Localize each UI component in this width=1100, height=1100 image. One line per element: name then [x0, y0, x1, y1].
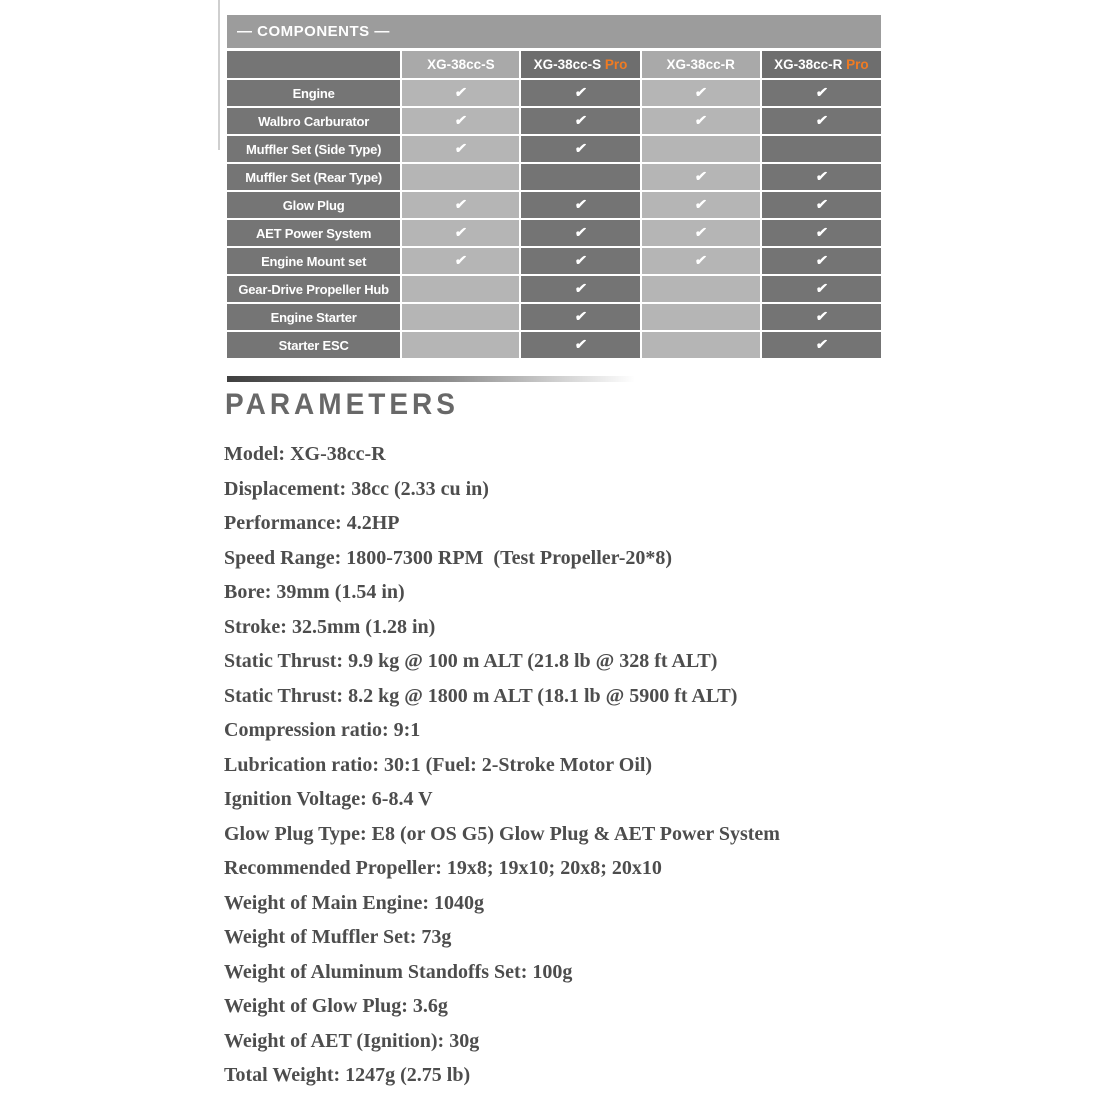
empty-cell	[402, 164, 519, 190]
check-cell	[762, 332, 881, 358]
components-title: — COMPONENTS —	[227, 15, 881, 48]
check-icon: ✔	[573, 308, 588, 324]
check-icon: ✔	[453, 252, 468, 268]
parameter-line: Displacement: 38cc (2.33 cu in)	[224, 477, 489, 500]
check-icon: ✔	[814, 196, 829, 212]
component-row	[227, 108, 881, 134]
check-cell	[642, 108, 760, 134]
check-cell	[762, 248, 881, 274]
empty-cell	[642, 276, 760, 302]
check-cell	[521, 136, 639, 162]
check-cell	[402, 192, 519, 218]
column-header-xg-38cc-s	[402, 51, 519, 78]
check-icon: ✔	[693, 252, 708, 268]
check-icon: ✔	[453, 224, 468, 240]
check-icon: ✔	[814, 252, 829, 268]
parameter-line: Model: XG-38cc-R	[224, 443, 386, 465]
model-name-label: XG-38cc-S	[533, 57, 602, 72]
component-row	[227, 276, 881, 302]
check-icon: ✔	[573, 336, 588, 352]
check-cell	[762, 304, 881, 330]
component-row	[227, 164, 881, 190]
empty-cell	[762, 136, 881, 162]
check-icon: ✔	[693, 196, 708, 212]
empty-cell	[402, 276, 519, 302]
components-corner-cell	[227, 51, 400, 78]
check-cell	[762, 108, 881, 134]
components-table	[225, 49, 883, 360]
check-cell	[402, 80, 519, 106]
component-label: Engine Mount set	[227, 248, 400, 274]
components-section	[227, 15, 881, 360]
check-icon: ✔	[693, 168, 708, 184]
component-label: Gear-Drive Propeller Hub	[227, 276, 400, 302]
check-cell	[521, 220, 639, 246]
component-row	[227, 220, 881, 246]
section-divider	[227, 376, 635, 382]
empty-cell	[642, 136, 760, 162]
check-icon: ✔	[693, 224, 708, 240]
component-row	[227, 136, 881, 162]
column-header-xg-38cc-r-pro	[762, 51, 881, 78]
check-icon: ✔	[453, 140, 468, 156]
model-name-label: XG-38cc-S	[427, 57, 495, 72]
parameter-line: Speed Range: 1800-7300 RPM (Test Propeller-20*8)	[224, 546, 673, 569]
check-cell	[402, 108, 519, 134]
pro-badge-label: Pro	[842, 57, 869, 72]
check-cell	[642, 220, 760, 246]
check-cell	[642, 192, 760, 218]
parameter-line: Weight of Glow Plug: 3.6g	[224, 995, 448, 1017]
column-header-xg-38cc-r	[642, 51, 760, 78]
check-cell	[402, 248, 519, 274]
parameter-line: Recommended Propeller: 19x8; 19x10; 20x8; 20x10	[224, 857, 662, 879]
empty-cell	[402, 332, 519, 358]
check-cell	[521, 248, 639, 274]
model-name-label: XG-38cc-R	[774, 57, 843, 72]
parameter-line: Total Weight: 1247g (2.75 lb)	[224, 1064, 471, 1086]
check-icon: ✔	[814, 84, 829, 100]
parameter-line: Static Thrust: 8.2 kg @ 1800 m ALT (18.1 lb @ 5900 ft ALT)	[224, 684, 738, 707]
check-cell	[521, 80, 639, 106]
check-cell	[521, 192, 639, 218]
parameter-line: Compression ratio: 9:1	[224, 719, 421, 741]
check-cell	[642, 248, 760, 274]
parameter-line: Weight of Muffler Set: 73g	[224, 926, 452, 948]
parameter-line: Stroke: 32.5mm (1.28 in)	[224, 615, 436, 638]
page-left-edge-line	[218, 0, 220, 150]
parameters-list	[224, 437, 780, 1093]
check-icon: ✔	[573, 252, 588, 268]
empty-cell	[642, 304, 760, 330]
check-cell	[402, 136, 519, 162]
check-icon: ✔	[814, 224, 829, 240]
empty-cell	[402, 304, 519, 330]
parameter-line: Lubrication ratio: 30:1 (Fuel: 2-Stroke Motor Oil)	[224, 753, 653, 776]
component-row	[227, 332, 881, 358]
components-header-row	[227, 51, 881, 78]
component-label: Walbro Carburator	[227, 108, 400, 134]
check-cell	[521, 332, 639, 358]
check-icon: ✔	[573, 224, 588, 240]
check-icon: ✔	[573, 140, 588, 156]
check-cell	[642, 164, 760, 190]
check-cell	[521, 108, 639, 134]
check-icon: ✔	[453, 112, 468, 128]
parameter-line: Bore: 39mm (1.54 in)	[224, 581, 405, 603]
component-label: Engine Starter	[227, 304, 400, 330]
empty-cell	[642, 332, 760, 358]
parameter-line: Performance: 4.2HP	[224, 512, 400, 534]
check-cell	[762, 192, 881, 218]
component-label: Muffler Set (Rear Type)	[227, 164, 400, 190]
check-icon: ✔	[573, 196, 588, 212]
parameter-line: Weight of Aluminum Standoffs Set: 100g	[224, 960, 573, 983]
check-cell	[642, 80, 760, 106]
check-icon: ✔	[814, 168, 829, 184]
check-icon: ✔	[814, 112, 829, 128]
check-icon: ✔	[814, 280, 829, 296]
component-label: AET Power System	[227, 220, 400, 246]
component-label: Engine	[227, 80, 400, 106]
check-icon: ✔	[453, 196, 468, 212]
component-row	[227, 304, 881, 330]
parameter-line: Glow Plug Type: E8 (or OS G5) Glow Plug & AET Power System	[224, 822, 780, 845]
check-cell	[762, 164, 881, 190]
check-cell	[762, 80, 881, 106]
component-row	[227, 80, 881, 106]
component-row	[227, 192, 881, 218]
component-label: Glow Plug	[227, 192, 400, 218]
component-label: Muffler Set (Side Type)	[227, 136, 400, 162]
check-cell	[402, 220, 519, 246]
parameters-title: PARAMETERS	[225, 388, 459, 421]
check-cell	[521, 276, 639, 302]
parameter-line: Weight of AET (Ignition): 30g	[224, 1029, 480, 1052]
check-icon: ✔	[814, 336, 829, 352]
check-cell	[762, 276, 881, 302]
check-cell	[762, 220, 881, 246]
check-icon: ✔	[573, 112, 588, 128]
model-name-label: XG-38cc-R	[666, 57, 735, 72]
check-icon: ✔	[573, 280, 588, 296]
column-header-xg-38cc-s-pro	[521, 51, 639, 78]
check-icon: ✔	[453, 84, 468, 100]
pro-badge-label: Pro	[601, 57, 628, 72]
check-icon: ✔	[814, 308, 829, 324]
check-cell	[521, 304, 639, 330]
parameter-line: Weight of Main Engine: 1040g	[224, 891, 485, 914]
parameter-line: Static Thrust: 9.9 kg @ 100 m ALT (21.8 lb @ 328 ft ALT)	[224, 650, 718, 672]
check-icon: ✔	[573, 84, 588, 100]
check-icon: ✔	[693, 84, 708, 100]
empty-cell	[521, 164, 639, 190]
component-label: Starter ESC	[227, 332, 400, 358]
parameter-line: Ignition Voltage: 6-8.4 V	[224, 788, 433, 810]
check-icon: ✔	[693, 112, 708, 128]
component-row	[227, 248, 881, 274]
